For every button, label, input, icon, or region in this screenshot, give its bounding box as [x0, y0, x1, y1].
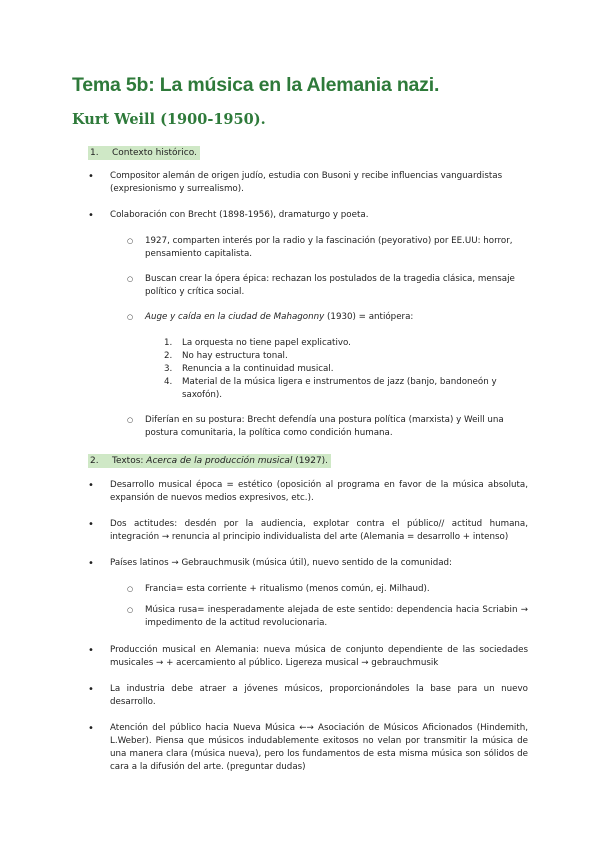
list-item: • Atención del público hacia Nueva Música ←→ Asociación de Músicos Aficionados (Hindemith, L.Weber). Piensa que músicos indudablemente exitosos no velan por transmitir la música de una manera clara (música nueva), pero los fundamentos de esta misma música son sólidos de cara a la difusión del arte. (preguntar dudas) [110, 722, 528, 774]
section-label: Textos: [112, 456, 147, 466]
sub-list-item: ○ Diferían en su postura: Brecht defendía una postura política (marxista) y Weill una postura comunitaria, la política como condición humana. [145, 414, 528, 440]
list-item: • Dos actitudes: desdén por la audiencia, explotar contra el público// actitud humana, integración → renuncia al principio individualista del arte (Alemania = desarrollo + intenso) [110, 518, 528, 544]
section-heading-2 [88, 454, 331, 468]
section-heading-1 [88, 146, 200, 160]
item-text: Material de la música ligera e instrumentos de jazz (banjo, bandoneón y saxofón). [182, 377, 497, 400]
item-number: 4. [164, 377, 173, 387]
item-text: La orquesta no tiene papel explicativo. [182, 338, 351, 348]
list-item: • Países latinos → Gebrauchmusik (música útil), nuevo sentido de la comunidad: [110, 557, 528, 570]
page-title: Tema 5b: La música en la Alemania nazi. [72, 74, 440, 96]
sub-list-item: ○ Francia= esta corriente + ritualismo (menos común, ej. Milhaud). [145, 583, 528, 596]
numbered-item [164, 376, 512, 402]
list-item: • La industria debe atraer a jóvenes músicos, proporcionándoles la base para un nuevo desarrollo. [110, 683, 528, 709]
section-number: 2. [90, 456, 99, 466]
sub-list-item: ○ Música rusa= inesperadamente alejada de este sentido: dependencia hacia Scriabin → impedimento de la actitud revolucionaria. [145, 604, 528, 630]
item-number: 1. [164, 338, 173, 348]
numbered-item [164, 350, 512, 363]
sub-list-item [145, 311, 528, 324]
item-text: No hay estructura tonal. [182, 351, 288, 361]
sub-list-item-text: (1930) = antiópera: [324, 312, 414, 322]
list-item: • Desarrollo musical época = estético (oposición al programa en favor de la música absoluta, expansión de nuevos medios expresivos, etc.). [110, 479, 528, 505]
list-item: • Producción musical en Alemania: nueva música de conjunto dependiente de las sociedades musicales → + acercamiento al público. Ligereza musical → gebrauchmusik [110, 644, 528, 670]
list-item: • Compositor alemán de origen judío, estudia con Busoni y recibe influencias vanguardistas (expresionismo y surrealismo). [110, 170, 528, 196]
numbered-item [164, 337, 512, 350]
item-number: 3. [164, 364, 173, 374]
page-subtitle: Kurt Weill (1900-1950). [72, 111, 266, 128]
section-label-italic: Acerca de la producción musical [146, 456, 293, 466]
sub-list-item: ○ Buscan crear la ópera épica: rechazan los postulados de la tragedia clásica, mensaje político y crítica social. [145, 273, 528, 299]
work-title: Auge y caída en la ciudad de Mahagonny [145, 312, 325, 322]
section-label-suffix: (1927). [292, 456, 329, 466]
item-text: Renuncia a la continuidad musical. [182, 364, 334, 374]
list-item: • Colaboración con Brecht (1898-1956), dramaturgo y poeta. [110, 209, 528, 222]
item-number: 2. [164, 351, 173, 361]
numbered-item [164, 363, 512, 376]
section-label: Contexto histórico. [112, 148, 197, 158]
section-number: 1. [90, 148, 99, 158]
sub-list-item: ○ 1927, comparten interés por la radio y la fascinación (peyorativo) por EE.UU: horror, pensamiento capitalista. [145, 235, 528, 261]
